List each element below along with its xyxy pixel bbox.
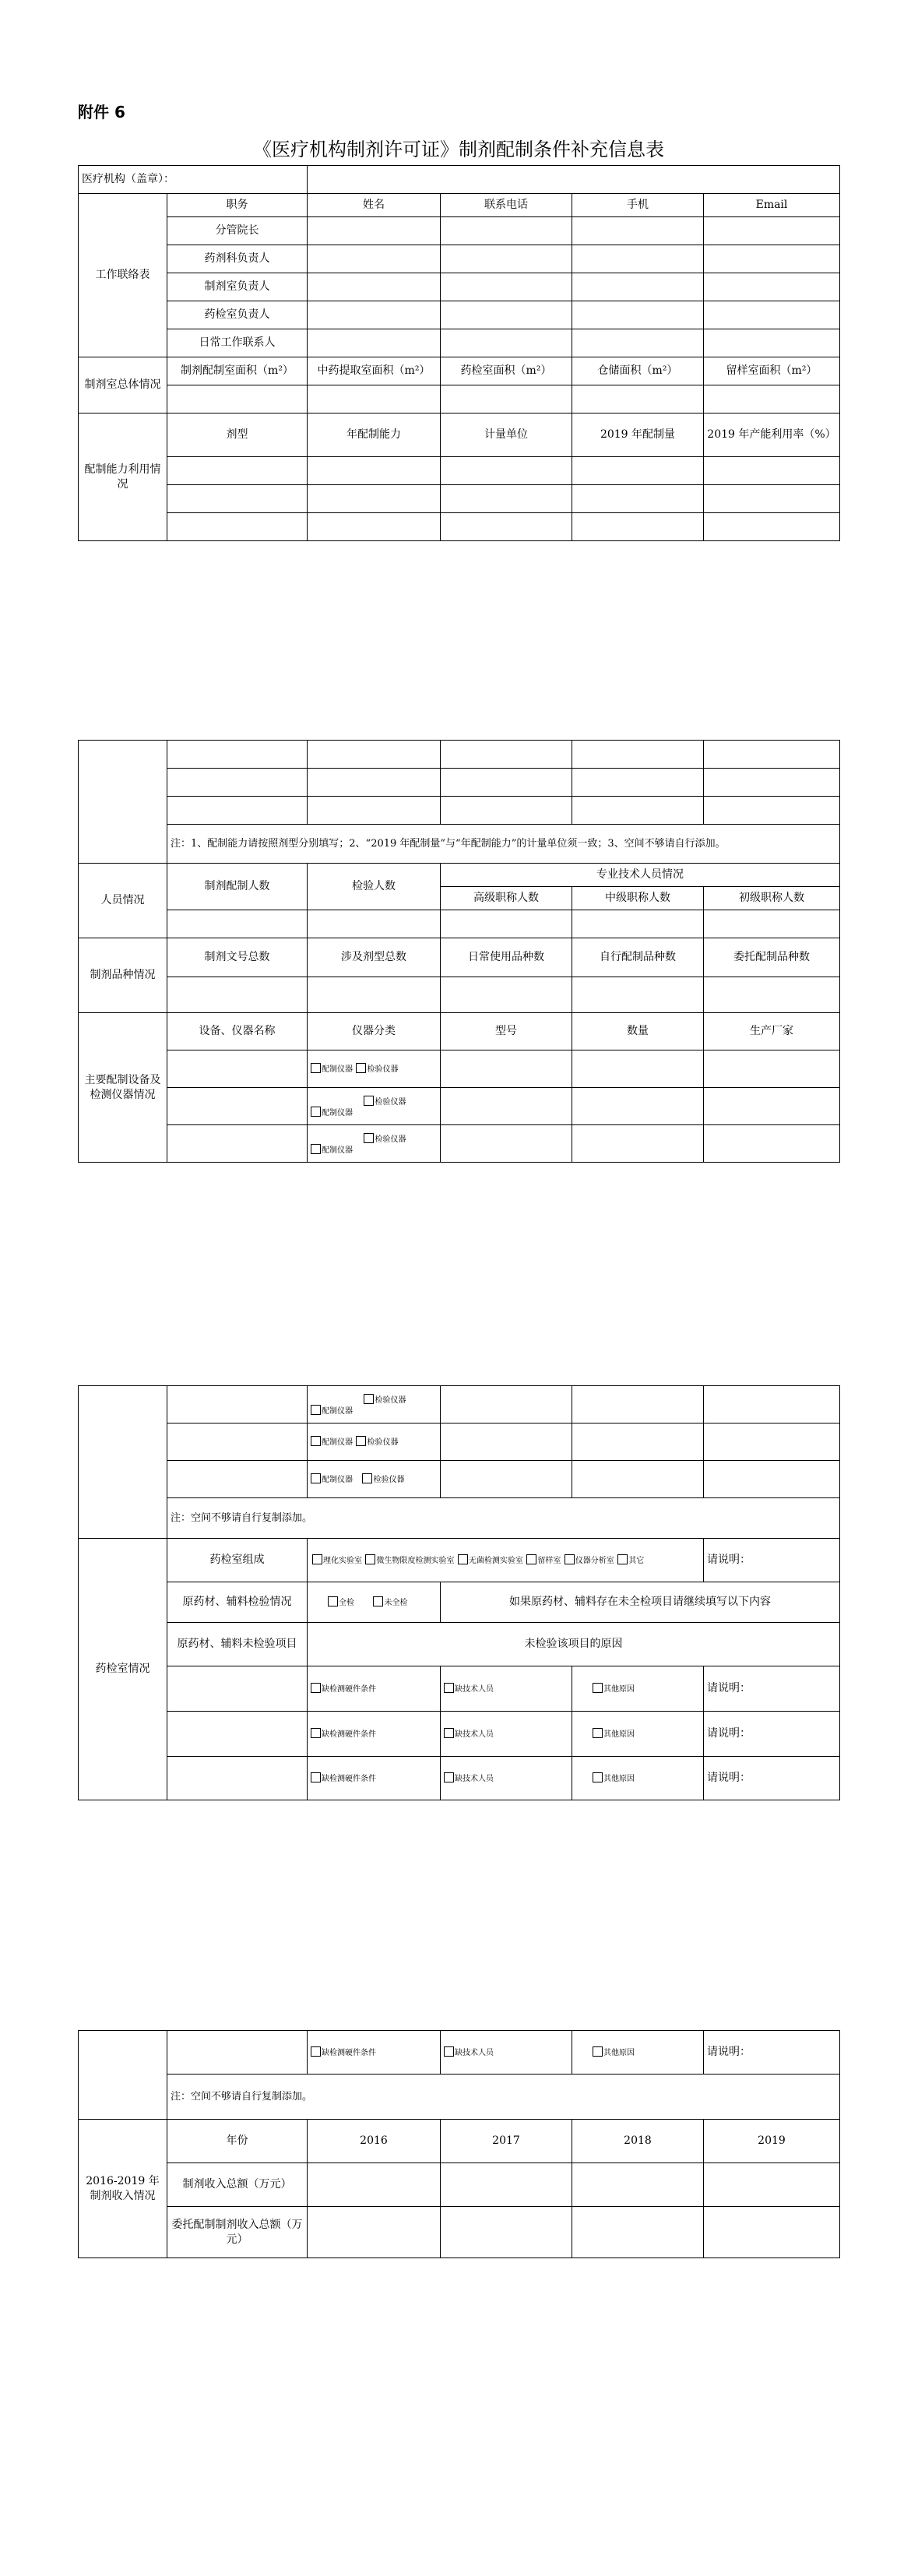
input-cell[interactable] [572,769,704,797]
contacts-header-duty: 职务 [167,194,308,217]
input-cell[interactable] [704,977,840,1013]
input-cell[interactable] [308,797,441,825]
checkbox-icon [444,1683,454,1693]
reason-explain[interactable]: 请说明： [704,2031,840,2075]
reason-explain[interactable]: 请说明： [704,1757,840,1800]
checkbox-icon [311,1436,321,1446]
input-cell[interactable] [167,457,308,485]
info-table-1 [78,165,840,541]
income-year-2018: 2018 [572,2120,704,2163]
input-cell[interactable] [441,329,572,357]
input-cell[interactable] [704,910,840,938]
input-cell[interactable] [704,797,840,825]
reason-explain[interactable]: 请说明： [704,1712,840,1757]
equipment-header-model: 型号 [441,1013,572,1050]
instrument-category-cell [308,1050,441,1088]
input-cell[interactable] [572,245,704,273]
form-page-3 [78,1385,839,1800]
input-cell[interactable] [572,1125,704,1163]
option-test-instrument[interactable]: 检验仪器 [364,1094,406,1109]
input-cell[interactable] [441,217,572,245]
varieties-header-forms: 涉及剂型总数 [308,938,441,977]
role-lab-head: 药检室负责人 [167,301,308,329]
material-check-options [308,1582,441,1623]
input-cell[interactable] [308,245,441,273]
input-cell[interactable] [308,273,441,301]
unchecked-items-label: 原药材、辅料未检验项目 [167,1623,308,1666]
input-cell[interactable] [441,2207,572,2258]
input-cell[interactable] [441,2163,572,2207]
input-cell[interactable] [704,273,840,301]
checkbox-icon [356,1063,366,1073]
checkbox-icon [593,1683,603,1693]
checkbox-icon [373,1596,383,1606]
option-test-instrument[interactable]: 检验仪器 [364,1131,406,1146]
varieties-section-label: 制剂品种情况 [79,938,167,1013]
option-instrument-room[interactable]: 仪器分析室 [565,1553,614,1568]
input-cell[interactable] [704,217,840,245]
equipment-header-category: 仪器分类 [308,1013,441,1050]
option-prep-instrument[interactable]: 配制仪器 [311,1472,353,1487]
contacts-header-email: Email [704,194,840,217]
input-cell[interactable] [704,1386,840,1423]
reason-staff[interactable]: 缺技术人员 [441,1757,572,1800]
income-year-label: 年份 [167,2120,308,2163]
page-title: 《医疗机构制剂许可证》制剂配制条件补充信息表 [253,139,664,160]
area-header-extract: 中药提取室面积（m²） [308,357,441,385]
input-cell[interactable] [441,301,572,329]
input-cell[interactable] [167,385,308,413]
capacity-continued-label [79,741,167,864]
lab-continued-label [79,2031,167,2120]
annex-label: 附件 6 [78,103,125,121]
option-not-full-check[interactable]: 未全检 [373,1595,407,1610]
input-cell[interactable] [308,741,441,769]
staff-header-senior: 高级职称人数 [441,887,572,910]
input-cell[interactable] [441,513,572,541]
input-cell[interactable] [704,769,840,797]
input-cell[interactable] [167,1423,308,1461]
input-cell[interactable] [167,2031,308,2075]
input-cell[interactable] [572,1423,704,1461]
reason-other[interactable]: 其他原因 [572,1666,704,1712]
input-cell[interactable] [441,977,572,1013]
reason-hardware[interactable]: 缺检测硬件条件 [308,2031,441,2075]
equipment-header-maker: 生产厂家 [704,1013,840,1050]
input-cell[interactable] [704,329,840,357]
material-check-label: 原药材、辅料检验情况 [167,1582,308,1623]
income-total-label: 制剂收入总额（万元） [167,2163,308,2207]
input-cell[interactable] [572,2207,704,2258]
income-section-label: 2016-2019 年制剂收入情况 [79,2120,167,2258]
checkbox-icon [311,1107,321,1117]
reason-hardware[interactable]: 缺检测硬件条件 [308,1712,441,1757]
input-cell[interactable] [308,513,441,541]
option-other[interactable]: 其它 [617,1553,644,1568]
checkbox-icon [311,2046,321,2057]
checkbox-icon [565,1554,575,1564]
option-prep-instrument[interactable]: 配制仪器 [311,1061,353,1076]
checkbox-icon [617,1554,628,1564]
instrument-category-cell [308,1423,441,1461]
instrument-category-cell [308,1125,441,1163]
input-cell[interactable] [572,1050,704,1088]
lab-composition-explain[interactable]: 请说明： [704,1539,840,1582]
checkbox-icon [328,1596,338,1606]
checkbox-icon [362,1473,372,1483]
input-cell[interactable] [441,741,572,769]
reason-staff[interactable]: 缺技术人员 [441,2031,572,2075]
capacity-header-2019-volume: 2019 年配制量 [572,413,704,457]
varieties-header-approvals: 制剂文号总数 [167,938,308,977]
input-cell[interactable] [167,1386,308,1423]
reason-hardware[interactable]: 缺检测硬件条件 [308,1757,441,1800]
option-test-instrument[interactable]: 检验仪器 [356,1434,398,1449]
input-cell[interactable] [704,1125,840,1163]
income-year-2016: 2016 [308,2120,441,2163]
reason-other[interactable]: 其他原因 [572,1757,704,1800]
checkbox-icon [312,1554,322,1564]
option-prep-instrument[interactable]: 配制仪器 [311,1105,353,1120]
input-cell[interactable] [167,797,308,825]
checkbox-icon [444,1772,454,1782]
role-pharmacy-head: 药剂科负责人 [167,245,308,273]
input-cell[interactable] [572,741,704,769]
info-table-3 [78,1385,840,1800]
checkbox-icon [311,1772,321,1782]
reason-hardware[interactable]: 缺检测硬件条件 [308,1666,441,1712]
org-label: 医疗机构（盖章）： [79,166,308,194]
input-cell[interactable] [167,977,308,1013]
income-entrusted-label: 委托配制制剂收入总额（万元） [167,2207,308,2258]
option-sample-room[interactable]: 留样室 [526,1553,561,1568]
checkbox-icon [444,2046,454,2057]
option-prep-instrument[interactable]: 配制仪器 [311,1403,353,1418]
input-cell[interactable] [572,485,704,513]
instrument-category-cell [308,1461,441,1498]
form-page-4 [78,2030,839,2258]
role-vice-president: 分管院长 [167,217,308,245]
input-cell[interactable] [308,301,441,329]
staff-header-tech: 专业技术人员情况 [441,864,840,887]
checkbox-icon [356,1436,366,1446]
option-prep-instrument[interactable]: 配制仪器 [311,1434,353,1449]
varieties-header-daily: 日常使用品种数 [441,938,572,977]
lab-section-label: 药检室情况 [79,1539,167,1800]
role-preparation-head: 制剂室负责人 [167,273,308,301]
instrument-category-cell [308,1386,441,1423]
input-cell[interactable] [572,797,704,825]
equipment-note: 注：空间不够请自行复制添加。 [167,1498,840,1539]
input-cell[interactable] [167,485,308,513]
contacts-header-mobile: 手机 [572,194,704,217]
capacity-header-annual: 年配制能力 [308,413,441,457]
instrument-category-cell [308,1088,441,1125]
input-cell[interactable] [441,485,572,513]
option-prep-instrument[interactable]: 配制仪器 [311,1142,353,1157]
input-cell[interactable] [441,1125,572,1163]
reason-staff[interactable]: 缺技术人员 [441,1712,572,1757]
input-cell[interactable] [572,513,704,541]
checkbox-icon [364,1394,374,1404]
checkbox-icon [593,2046,603,2057]
input-cell[interactable] [167,910,308,938]
form-page-1 [78,165,839,541]
varieties-header-entrusted: 委托配制品种数 [704,938,840,977]
input-cell[interactable] [441,385,572,413]
org-field[interactable] [308,166,840,194]
reason-other[interactable]: 其他原因 [572,2031,704,2075]
input-cell[interactable] [572,910,704,938]
lab-composition-options [308,1539,704,1582]
input-cell[interactable] [441,273,572,301]
checkbox-icon [365,1554,375,1564]
input-cell[interactable] [704,301,840,329]
option-test-instrument[interactable]: 检验仪器 [356,1061,398,1076]
input-cell[interactable] [441,245,572,273]
varieties-header-self: 自行配制品种数 [572,938,704,977]
staff-section-label: 人员情况 [79,864,167,938]
area-header-storage: 仓储面积（m²） [572,357,704,385]
input-cell[interactable] [704,2207,840,2258]
capacity-header-utilization: 2019 年产能利用率（%） [704,413,840,457]
checkbox-icon [364,1133,374,1143]
input-cell[interactable] [167,1712,308,1757]
input-cell[interactable] [704,457,840,485]
staff-header-prep: 制剂配制人数 [167,864,308,910]
input-cell[interactable] [704,741,840,769]
input-cell[interactable] [167,769,308,797]
input-cell[interactable] [572,2163,704,2207]
input-cell[interactable] [308,457,441,485]
staff-header-test: 检验人数 [308,864,441,910]
input-cell[interactable] [167,1125,308,1163]
input-cell[interactable] [167,741,308,769]
income-year-2017: 2017 [441,2120,572,2163]
area-header-lab: 药检室面积（m²） [441,357,572,385]
checkbox-icon [593,1772,603,1782]
input-cell[interactable] [308,910,441,938]
equipment-continued-label [79,1386,167,1539]
input-cell[interactable] [572,977,704,1013]
input-cell[interactable] [572,385,704,413]
checkbox-icon [593,1728,603,1738]
input-cell[interactable] [167,1050,308,1088]
input-cell[interactable] [308,2163,441,2207]
checkbox-icon [311,1405,321,1415]
input-cell[interactable] [441,1386,572,1423]
reason-other[interactable]: 其他原因 [572,1712,704,1757]
staff-header-junior: 初级职称人数 [704,887,840,910]
input-cell[interactable] [704,245,840,273]
input-cell[interactable] [572,457,704,485]
input-cell[interactable] [167,1757,308,1800]
equipment-header-qty: 数量 [572,1013,704,1050]
input-cell[interactable] [167,1461,308,1498]
checkbox-icon [458,1554,468,1564]
form-page-2 [78,740,839,1163]
input-cell[interactable] [308,385,441,413]
material-instruction: 如果原药材、辅料存在未全检项目请继续填写以下内容 [441,1582,840,1623]
input-cell[interactable] [704,1088,840,1125]
capacity-header-unit: 计量单位 [441,413,572,457]
capacity-note: 注：1、配制能力请按照剂型分别填写；2、“2019 年配制量”与“年配制能力”的计量单位须一致；3、空间不够请自行添加。 [167,825,840,864]
input-cell[interactable] [704,513,840,541]
option-test-instrument[interactable]: 检验仪器 [362,1472,404,1487]
input-cell[interactable] [704,1461,840,1498]
option-test-instrument[interactable]: 检验仪器 [364,1392,406,1407]
input-cell[interactable] [704,385,840,413]
input-cell[interactable] [441,1050,572,1088]
checkbox-icon [311,1683,321,1693]
input-cell[interactable] [704,2163,840,2207]
input-cell[interactable] [167,1088,308,1125]
checkbox-icon [311,1063,321,1073]
input-cell[interactable] [572,217,704,245]
equipment-section-label: 主要配制设备及检测仪器情况 [79,1013,167,1163]
option-physchem-lab[interactable]: 理化实验室 [312,1553,362,1568]
staff-header-middle: 中级职称人数 [572,887,704,910]
input-cell[interactable] [308,769,441,797]
input-cell[interactable] [572,273,704,301]
option-microbial-lab[interactable]: 微生物限度检测实验室 [365,1553,454,1568]
input-cell[interactable] [572,329,704,357]
income-year-2019: 2019 [704,2120,840,2163]
input-cell[interactable] [441,910,572,938]
contacts-header-name: 姓名 [308,194,441,217]
checkbox-icon [444,1728,454,1738]
input-cell[interactable] [308,977,441,1013]
input-cell[interactable] [308,2207,441,2258]
capacity-header-form: 剂型 [167,413,308,457]
input-cell[interactable] [308,217,441,245]
input-cell[interactable] [572,1461,704,1498]
input-cell[interactable] [572,1386,704,1423]
lab-composition-label: 药检室组成 [167,1539,308,1582]
input-cell[interactable] [441,457,572,485]
input-cell[interactable] [308,485,441,513]
input-cell[interactable] [441,797,572,825]
role-daily-contact: 日常工作联系人 [167,329,308,357]
input-cell[interactable] [704,485,840,513]
checkbox-icon [311,1473,321,1483]
checkbox-icon [526,1554,536,1564]
input-cell[interactable] [308,329,441,357]
contacts-section-label: 工作联络表 [79,194,167,357]
input-cell[interactable] [704,1423,840,1461]
input-cell[interactable] [441,1461,572,1498]
input-cell[interactable] [572,301,704,329]
input-cell[interactable] [167,513,308,541]
reason-header: 未检验该项目的原因 [308,1623,840,1666]
area-section-label: 制剂室总体情况 [79,357,167,413]
input-cell[interactable] [167,1666,308,1712]
checkbox-icon [364,1096,374,1106]
equipment-header-name: 设备、仪器名称 [167,1013,308,1050]
input-cell[interactable] [441,1088,572,1125]
option-full-check[interactable]: 全检 [328,1595,354,1610]
input-cell[interactable] [572,1088,704,1125]
info-table-4 [78,2030,840,2258]
checkbox-icon [311,1144,321,1154]
contacts-header-phone: 联系电话 [441,194,572,217]
checkbox-icon [311,1728,321,1738]
input-cell[interactable] [441,1423,572,1461]
area-header-prep: 制剂配制室面积（m²） [167,357,308,385]
reason-staff[interactable]: 缺技术人员 [441,1666,572,1712]
area-header-sample: 留样室面积（m²） [704,357,840,385]
info-table-2 [78,740,840,1163]
input-cell[interactable] [704,1050,840,1088]
input-cell[interactable] [441,769,572,797]
lab-note: 注：空间不够请自行复制添加。 [167,2075,840,2120]
reason-explain[interactable]: 请说明： [704,1666,840,1712]
option-sterile-lab[interactable]: 无菌检测实验室 [458,1553,523,1568]
capacity-section-label: 配制能力利用情况 [79,413,167,541]
